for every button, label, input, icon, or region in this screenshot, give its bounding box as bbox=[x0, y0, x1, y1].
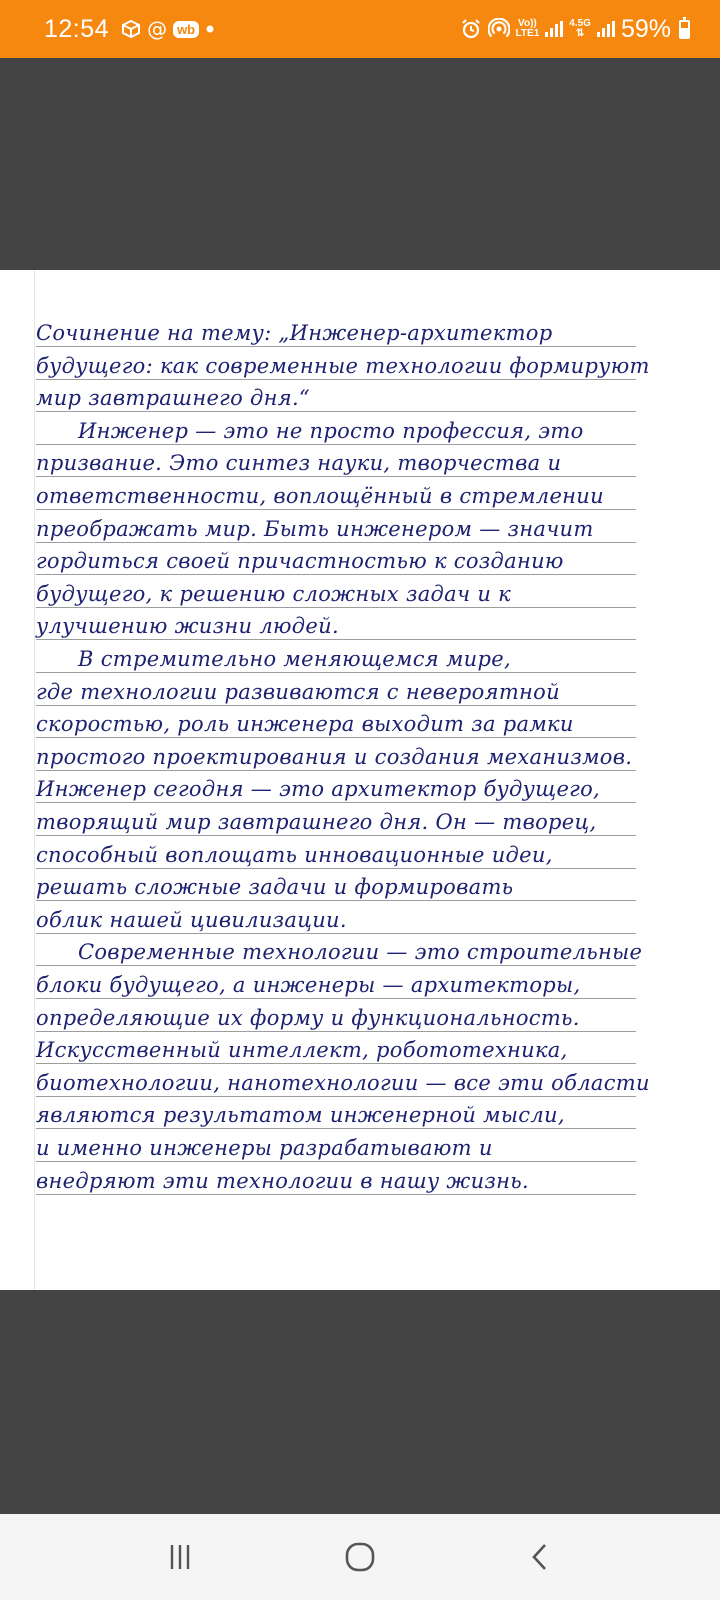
essay-line: где технологии развиваются с невероятной bbox=[36, 679, 560, 704]
essay-line: Инженер — это не просто профессия, это bbox=[78, 418, 584, 443]
ruled-line bbox=[36, 639, 636, 640]
essay-line: и именно инженеры разрабатывают и bbox=[36, 1136, 493, 1160]
essay-line: решать сложные задачи и формировать bbox=[36, 875, 514, 900]
recent-apps-button[interactable] bbox=[150, 1527, 210, 1587]
battery-percent: 59% bbox=[620, 14, 671, 43]
essay-line: биотехнологии, нанотехнологии — все эти области bbox=[36, 1070, 650, 1095]
ruled-line bbox=[36, 770, 636, 771]
essay-line: Сочинение на тему: „Инженер-архитектор bbox=[36, 321, 553, 345]
page-margin bbox=[34, 270, 35, 1290]
ruled-line bbox=[36, 1031, 636, 1032]
essay-line: определяющие их форму и функциональность. bbox=[36, 1005, 580, 1030]
hotspot-icon bbox=[488, 18, 510, 40]
essay-line: В стремительно меняющемся мире, bbox=[78, 647, 511, 671]
essay-line: Современные технологии — это строительные bbox=[78, 940, 643, 965]
handwritten-essay-photo[interactable] bbox=[0, 270, 720, 1290]
back-button[interactable] bbox=[510, 1527, 570, 1587]
network-type-indicator: 4.5G ⇅ bbox=[569, 18, 591, 39]
essay-line: творящий мир завтрашнего дня. Он — творец, bbox=[36, 810, 597, 834]
ruled-line bbox=[36, 1096, 636, 1097]
ruled-line bbox=[36, 444, 636, 445]
ruled-line bbox=[36, 411, 636, 412]
system-icons bbox=[460, 15, 690, 44]
ruled-line bbox=[36, 835, 636, 836]
alarm-icon bbox=[460, 18, 482, 40]
essay-line: призвание. Это синтез науки, творчества и bbox=[36, 451, 562, 476]
ruled-line bbox=[36, 574, 636, 575]
ruled-line bbox=[36, 802, 636, 803]
notification-icons bbox=[121, 19, 215, 39]
essay-line: облик нашей цивилизации. bbox=[36, 907, 347, 932]
status-bar bbox=[0, 0, 720, 58]
back-icon bbox=[525, 1542, 555, 1572]
essay-line: ответственности, воплощённый в стремлении bbox=[36, 484, 604, 508]
essay-line: гордиться своей причастностью к созданию bbox=[36, 549, 564, 574]
box-icon bbox=[121, 19, 141, 39]
essay-line: простого проектирования и создания механизмов. bbox=[36, 744, 633, 769]
battery-icon bbox=[679, 20, 690, 39]
essay-line: мир завтрашнего дня.“ bbox=[36, 386, 310, 411]
ruled-line bbox=[36, 1063, 636, 1064]
ruled-line bbox=[36, 1194, 636, 1195]
status-time: 12:54 bbox=[44, 14, 110, 43]
ruled-line bbox=[36, 737, 636, 738]
ruled-line bbox=[36, 998, 636, 999]
ruled-line bbox=[36, 965, 636, 966]
signal-strength-2-icon bbox=[597, 21, 615, 37]
ruled-line bbox=[36, 346, 636, 347]
dot-icon bbox=[205, 24, 215, 34]
ruled-line bbox=[36, 868, 636, 869]
essay-line: преображать мир. Быть инженером — значит bbox=[36, 516, 594, 541]
essay-line: блоки будущего, а инженеры — архитекторы, bbox=[36, 973, 581, 997]
essay-line: Инженер сегодня — это архитектор будущего, bbox=[36, 777, 601, 802]
ruled-line bbox=[36, 1161, 636, 1162]
navigation-bar bbox=[0, 1514, 720, 1600]
ruled-line bbox=[36, 900, 636, 901]
home-button[interactable] bbox=[330, 1527, 390, 1587]
ruled-line bbox=[36, 1128, 636, 1129]
at-icon: @ bbox=[147, 17, 168, 41]
ruled-line bbox=[36, 933, 636, 934]
signal-strength-1-icon bbox=[545, 21, 563, 37]
essay-line: способный воплощать инновационные идеи, bbox=[36, 842, 553, 867]
essay-line: являются результатом инженерной мысли, bbox=[36, 1103, 565, 1128]
image-viewer[interactable] bbox=[0, 58, 720, 1514]
essay-line: будущего: как современные технологии формируют bbox=[36, 353, 650, 378]
ruled-line bbox=[36, 476, 636, 477]
essay-line: будущего, к решению сложных задач и к bbox=[36, 581, 511, 606]
ruled-line bbox=[36, 607, 636, 608]
ruled-line bbox=[36, 509, 636, 510]
essay-line: Искусственный интеллект, робототехника, bbox=[36, 1038, 568, 1063]
home-icon bbox=[343, 1540, 377, 1574]
ruled-line bbox=[36, 542, 636, 543]
essay-line: скоростью, роль инженера выходит за рамки bbox=[36, 712, 574, 737]
ruled-line bbox=[36, 705, 636, 706]
essay-line: улучшению жизни людей. bbox=[36, 614, 339, 639]
essay-line: внедряют эти технологии в нашу жизнь. bbox=[36, 1168, 529, 1193]
ruled-line bbox=[36, 672, 636, 673]
ruled-line bbox=[36, 379, 636, 380]
volte-indicator: Vo)) LTE1 bbox=[515, 18, 540, 39]
wb-app-icon: wb bbox=[173, 21, 199, 38]
recent-apps-icon bbox=[165, 1542, 195, 1572]
